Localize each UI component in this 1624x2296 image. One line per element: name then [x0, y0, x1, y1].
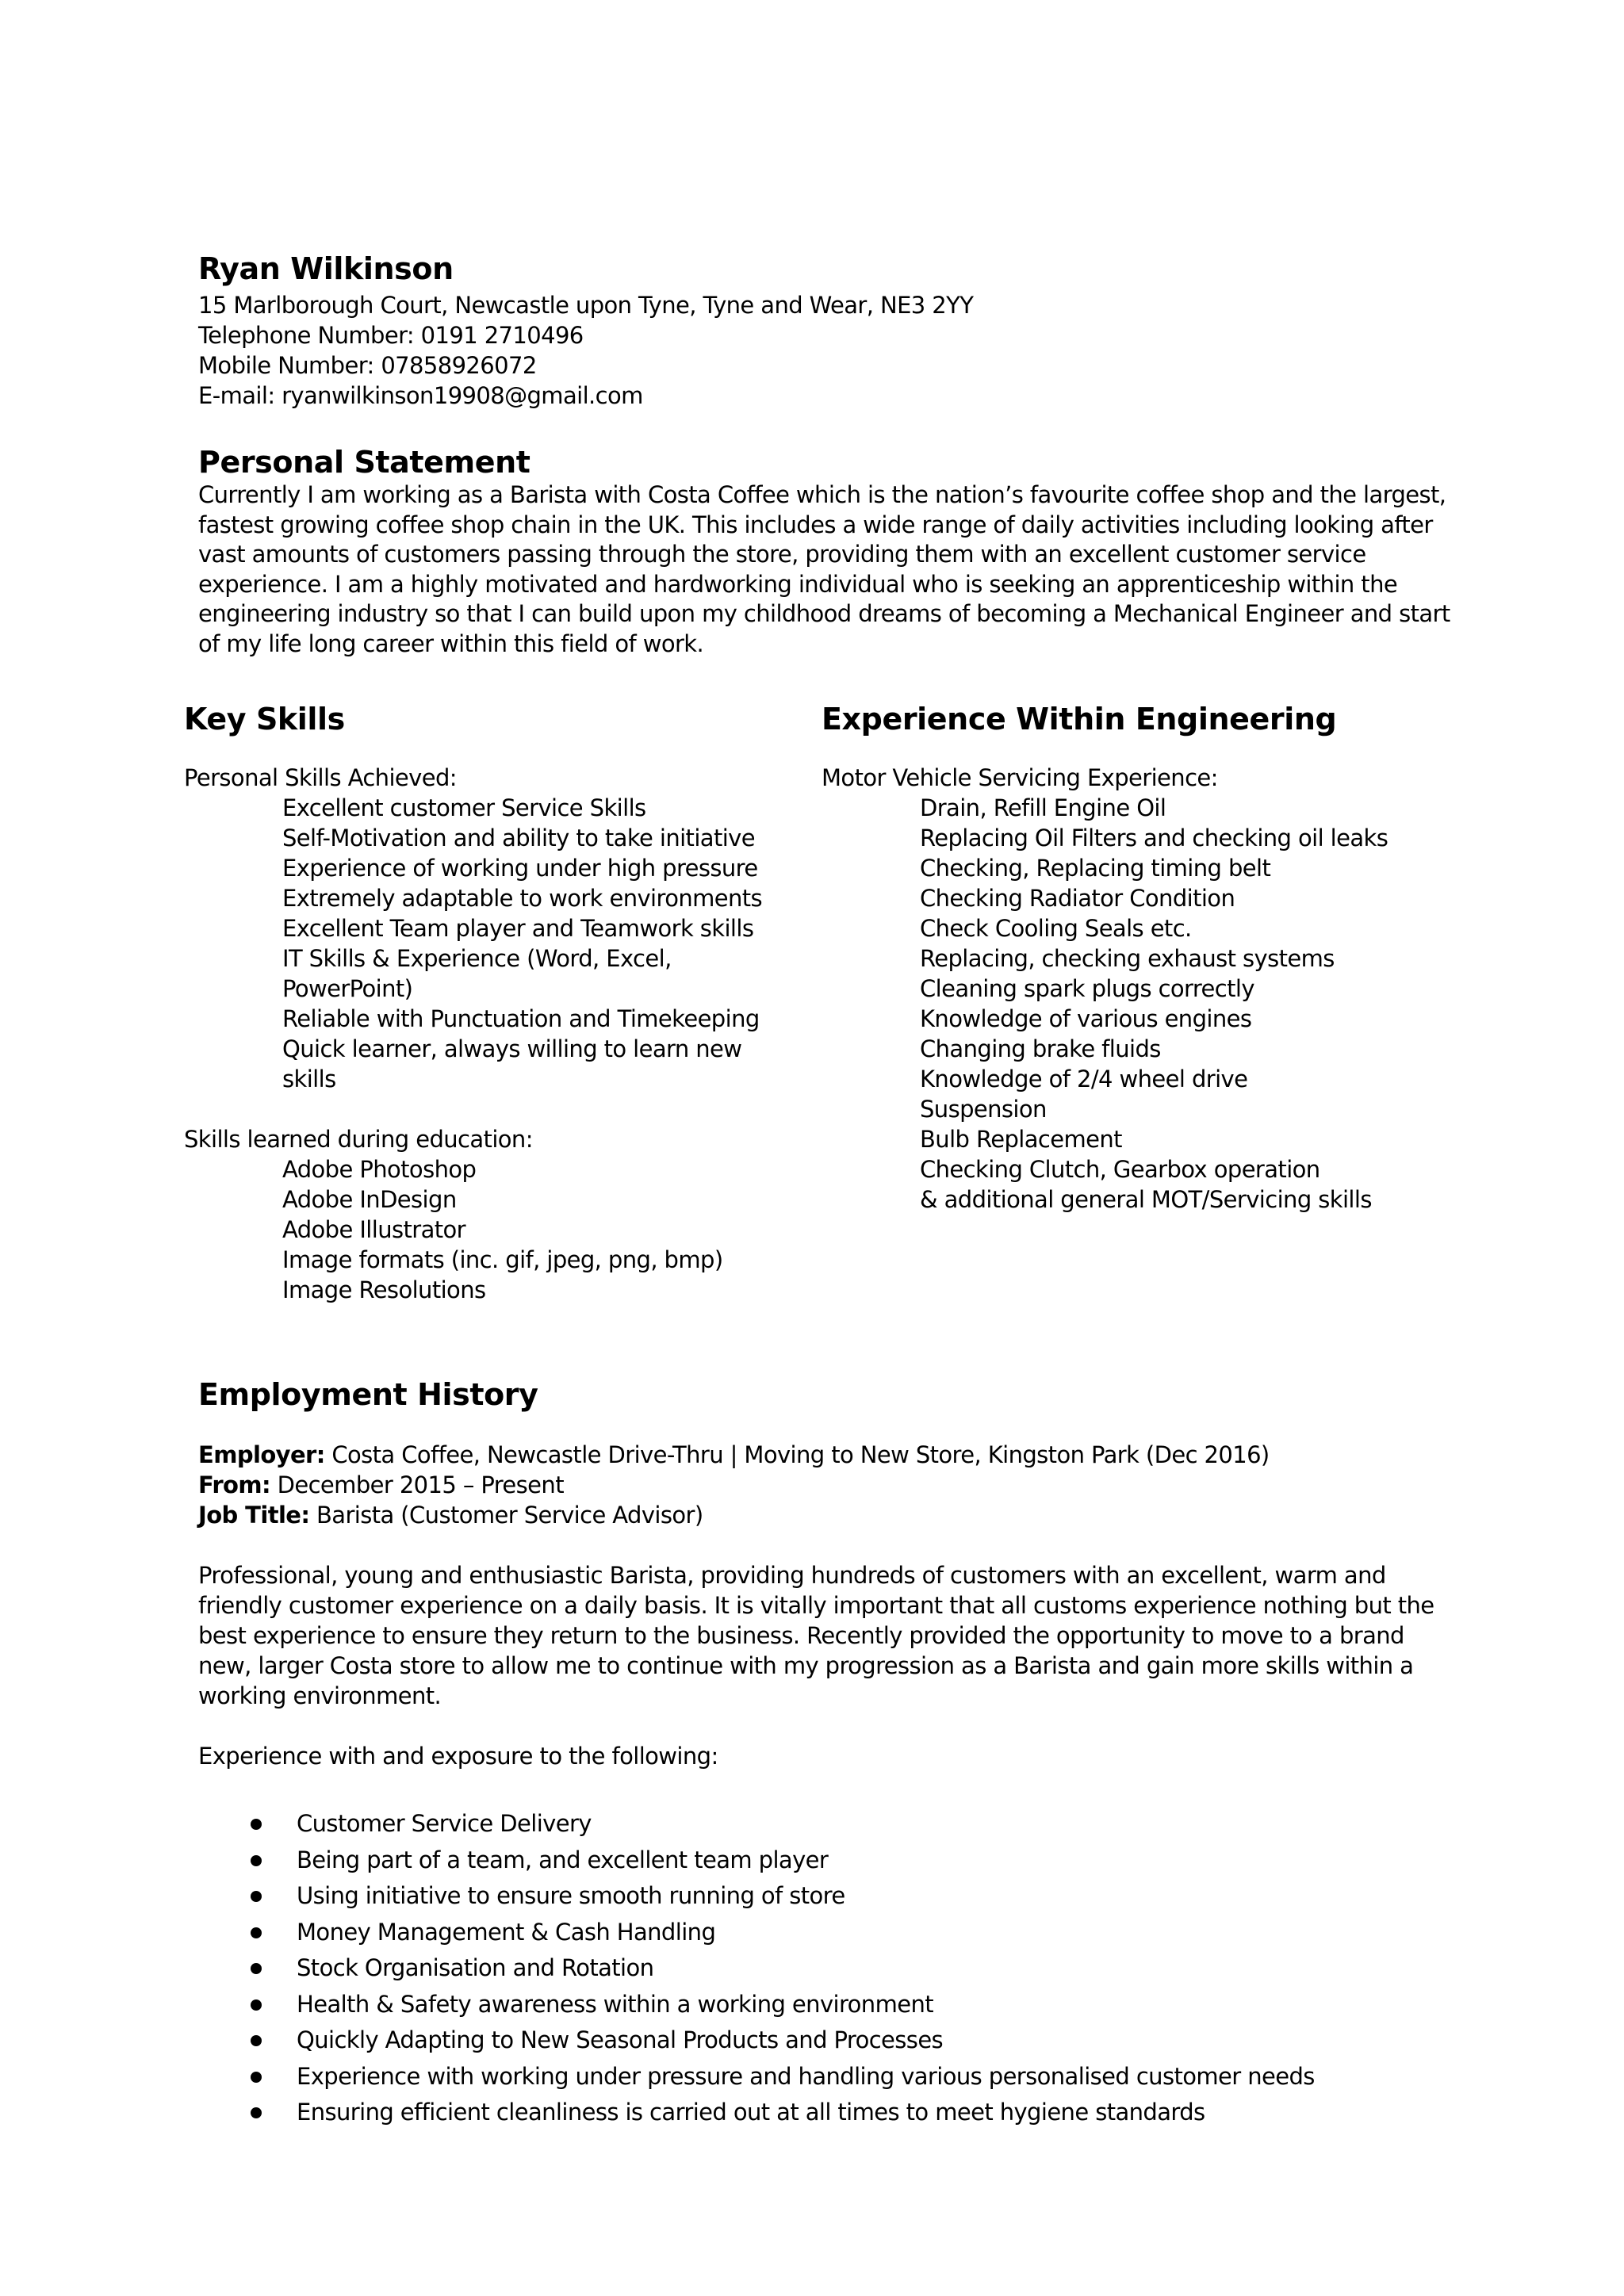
personal-skills-list — [184, 793, 787, 1094]
list-item: Suspension — [920, 1096, 1047, 1123]
bullet-text: Stock Organisation and Rotation — [297, 1954, 654, 1981]
bullet-item — [198, 2059, 1483, 2095]
engineering-heading: Experience Within Engineering — [822, 702, 1337, 737]
mobile-line: Mobile Number: 07858926072 — [198, 352, 537, 379]
statement-line: vast amounts of customers passing through the store, providing them with an excellent customer service — [198, 541, 1366, 568]
bullet-dot-icon — [251, 1927, 262, 1938]
bullet-item — [198, 2095, 1483, 2131]
description-line: working environment. — [198, 1682, 442, 1709]
bullet-dot-icon — [251, 1891, 262, 1902]
list-item: Replacing Oil Filters and checking oil leaks — [920, 825, 1388, 851]
bullet-text: Health & Safety awareness within a working environment — [297, 1990, 934, 2018]
from-line — [198, 1470, 1483, 1500]
key-skills-section — [184, 701, 787, 1305]
employer-value: Costa Coffee, Newcastle Drive-Thru | Moving to New Store, Kingston Park (Dec 2016) — [324, 1441, 1270, 1468]
employer-line — [198, 1440, 1483, 1470]
job-details — [198, 1440, 1483, 1530]
list-item: IT Skills & Experience (Word, Excel, — [282, 945, 672, 972]
list-item: Checking, Replacing timing belt — [920, 855, 1271, 882]
list-item: Excellent customer Service Skills — [282, 794, 646, 821]
list-item: Image formats (inc. gif, jpeg, png, bmp) — [282, 1246, 723, 1273]
list-item: Self-Motivation and ability to take initiative — [282, 825, 755, 851]
email-line: E-mail: ryanwilkinson19908@gmail.com — [198, 382, 643, 409]
bullet-dot-icon — [251, 2035, 262, 2046]
bullet-dot-icon — [251, 2072, 262, 2083]
education-skills-list — [184, 1154, 787, 1305]
job-description — [198, 1560, 1483, 1711]
motor-vehicle-list — [822, 793, 1535, 1215]
spacer — [184, 1094, 787, 1124]
statement-line: experience. I am a highly motivated and hardworking individual who is seeking an apprenticeship within the — [198, 570, 1398, 598]
bullet-text: Ensuring efficient cleanliness is carried out at all times to meet hygiene standards — [297, 2099, 1205, 2126]
list-item: Knowledge of various engines — [920, 1005, 1252, 1032]
from-value: December 2015 – Present — [270, 1471, 564, 1498]
bullet-item — [198, 2022, 1483, 2059]
list-item: & additional general MOT/Servicing skills — [920, 1186, 1372, 1213]
statement-line: of my life long career within this field of work. — [198, 629, 704, 657]
description-line: friendly customer experience on a daily basis. It is vitally important that all customs experience nothing but the — [198, 1592, 1434, 1619]
personal-statement-heading: Personal Statement — [198, 445, 530, 480]
list-item: Quick learner, always willing to learn new — [282, 1035, 742, 1062]
description-line: new, larger Costa store to allow me to continue with my progression as a Barista and gain more skills within a — [198, 1652, 1414, 1679]
list-item: Bulb Replacement — [920, 1126, 1122, 1153]
list-item: Changing brake fluids — [920, 1035, 1161, 1062]
list-item: Image Resolutions — [282, 1276, 486, 1303]
experience-intro: Experience with and exposure to the following: — [198, 1743, 718, 1770]
bullet-text: Quickly Adapting to New Seasonal Products and Processes — [297, 2026, 944, 2053]
employment-history-section — [198, 1376, 1483, 2131]
bullet-item — [198, 1915, 1483, 1951]
bullet-dot-icon — [251, 2107, 262, 2118]
bullet-item — [198, 1806, 1483, 1843]
employer-label: Employer: — [198, 1441, 325, 1468]
job-title-value: Barista (Customer Service Advisor) — [309, 1502, 703, 1529]
personal-statement-section — [198, 444, 1451, 659]
list-item: Checking Radiator Condition — [920, 885, 1235, 912]
list-item: PowerPoint) — [282, 975, 413, 1002]
list-item: Reliable with Punctuation and Timekeeping — [282, 1005, 760, 1032]
list-item: Excellent Team player and Teamwork skills — [282, 915, 754, 942]
bullet-item — [198, 1878, 1483, 1915]
job-title-line — [198, 1500, 1483, 1530]
bullet-text: Experience with working under pressure and handling various personalised customer needs — [297, 2062, 1315, 2090]
statement-line: Currently I am working as a Barista with Costa Coffee which is the nation’s favourite coffee shop and the largest, — [198, 481, 1446, 508]
bullet-item — [198, 1987, 1483, 2023]
list-item: Knowledge of 2/4 wheel drive — [920, 1066, 1248, 1093]
key-skills-heading: Key Skills — [184, 702, 345, 737]
motor-vehicle-label: Motor Vehicle Servicing Experience: — [822, 764, 1218, 791]
list-item: Experience of working under high pressure — [282, 855, 758, 882]
description-line: best experience to ensure they return to the business. Recently provided the opportunity to move to a brand — [198, 1622, 1404, 1649]
telephone-line: Telephone Number: 0191 2710496 — [198, 322, 584, 349]
description-line: Professional, young and enthusiastic Barista, providing hundreds of customers with an excellent, warm and — [198, 1562, 1386, 1589]
bullet-text: Using initiative to ensure smooth running of store — [297, 1882, 845, 1909]
experience-bullet-list — [198, 1806, 1483, 2131]
employment-heading: Employment History — [198, 1377, 538, 1412]
bullet-dot-icon — [251, 1855, 262, 1866]
bullet-item — [198, 1843, 1483, 1879]
education-skills-label: Skills learned during education: — [184, 1126, 533, 1153]
from-label: From: — [198, 1471, 270, 1498]
list-item: Replacing, checking exhaust systems — [920, 945, 1335, 972]
list-item: skills — [282, 1066, 336, 1093]
engineering-experience-section — [822, 701, 1535, 1215]
bullet-item — [198, 1950, 1483, 1987]
list-item: Drain, Refill Engine Oil — [920, 794, 1166, 821]
bullet-text: Customer Service Delivery — [297, 1810, 592, 1837]
list-item: Adobe InDesign — [282, 1186, 457, 1213]
list-item: Check Cooling Seals etc. — [920, 915, 1192, 942]
statement-line: fastest growing coffee shop chain in the UK. This includes a wide range of daily activities including looking after — [198, 511, 1433, 538]
bullet-text: Being part of a team, and excellent team player — [297, 1846, 829, 1873]
list-item: Adobe Photoshop — [282, 1156, 477, 1183]
bullet-dot-icon — [251, 1963, 262, 1974]
statement-line: engineering industry so that I can build upon my childhood dreams of becoming a Mechanical Engineer and start — [198, 600, 1450, 627]
personal-statement-text — [198, 480, 1451, 659]
bullet-dot-icon — [251, 1999, 262, 2011]
list-item: Cleaning spark plugs correctly — [920, 975, 1254, 1002]
job-title-label: Job Title: — [198, 1502, 310, 1529]
list-item: Extremely adaptable to work environments — [282, 885, 763, 912]
address-line: 15 Marlborough Court, Newcastle upon Tyne, Tyne and Wear, NE3 2YY — [198, 292, 974, 319]
candidate-name: Ryan Wilkinson — [198, 251, 454, 286]
list-item: Adobe Illustrator — [282, 1216, 466, 1243]
bullet-dot-icon — [251, 1819, 262, 1830]
personal-skills-label: Personal Skills Achieved: — [184, 764, 457, 791]
list-item: Checking Clutch, Gearbox operation — [920, 1156, 1320, 1183]
contact-header — [198, 251, 973, 411]
bullet-text: Money Management & Cash Handling — [297, 1918, 716, 1946]
